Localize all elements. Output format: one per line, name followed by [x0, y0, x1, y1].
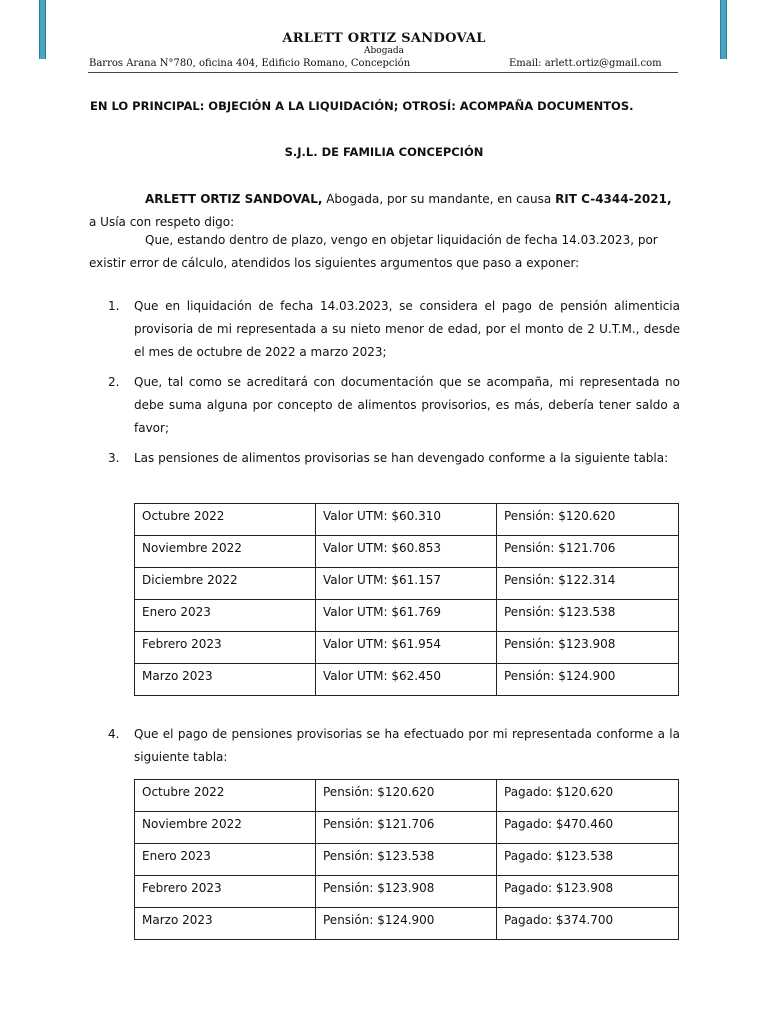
court-heading: S.J.L. DE FAMILIA CONCEPCIÓN	[284, 145, 484, 159]
objection-text: Que, estando dentro de plazo, vengo en objetar liquidación de fecha 14.03.2023, por existir error de cálculo, atendidos los siguientes argumentos que paso a exponer:	[89, 233, 658, 270]
letterhead-name: ARLETT ORTIZ SANDOVAL	[282, 31, 486, 46]
table-cell: Pensión: $122.314	[497, 568, 679, 600]
table-cell: Pagado: $120.620	[497, 780, 679, 812]
table-cell: Pensión: $120.620	[497, 504, 679, 536]
table-cell: Diciembre 2022	[135, 568, 316, 600]
table-cell: Octubre 2022	[135, 780, 316, 812]
table-row	[135, 876, 679, 908]
table-row	[135, 600, 679, 632]
table-cell: Pensión: $124.900	[316, 908, 497, 940]
table-row	[135, 632, 679, 664]
table-cell: Pensión: $124.900	[497, 664, 679, 696]
table-cell: Pensión: $123.908	[497, 632, 679, 664]
table-cell: Pensión: $123.908	[316, 876, 497, 908]
table-cell: Pensión: $123.538	[316, 844, 497, 876]
table-cell: Enero 2023	[135, 844, 316, 876]
table-cell: Febrero 2023	[135, 876, 316, 908]
table-row	[135, 664, 679, 696]
intro-paragraph	[89, 188, 679, 234]
table-row	[135, 536, 679, 568]
list-item-text: Que, tal como se acreditará con documentación que se acompaña, mi representada no debe suma alguna por concepto de alimentos provisorios, es más, debería tener saldo a favor;	[134, 375, 680, 435]
intro-end: a Usía con respeto digo:	[89, 215, 235, 229]
list-item-number: 3.	[108, 451, 120, 465]
table-cell: Valor UTM: $62.450	[316, 664, 497, 696]
document-title: EN LO PRINCIPAL: OBJECIÓN A LA LIQUIDACIÓN; OTROSÍ: ACOMPAÑA DOCUMENTOS.	[90, 99, 634, 113]
table-cell: Pagado: $470.460	[497, 812, 679, 844]
table-row	[135, 780, 679, 812]
table-cell: Febrero 2023	[135, 632, 316, 664]
table-cell: Pensión: $121.706	[497, 536, 679, 568]
table-cell: Marzo 2023	[135, 908, 316, 940]
table-row	[135, 908, 679, 940]
table-row	[135, 844, 679, 876]
table-cell: Valor UTM: $61.157	[316, 568, 497, 600]
accrued-pensions-table	[134, 503, 679, 696]
table-cell: Valor UTM: $60.310	[316, 504, 497, 536]
table-cell: Pensión: $120.620	[316, 780, 497, 812]
letterhead-divider	[88, 72, 678, 73]
table-row	[135, 568, 679, 600]
table-cell: Pensión: $123.538	[497, 600, 679, 632]
list-item-number: 2.	[108, 375, 120, 389]
table-cell: Pagado: $123.538	[497, 844, 679, 876]
table-cell: Pensión: $121.706	[316, 812, 497, 844]
intro-name: ARLETT ORTIZ SANDOVAL,	[145, 192, 323, 206]
list-item-text: Que en liquidación de fecha 14.03.2023, se considera el pago de pensión alimenticia provisoria de mi representada a su nieto menor de edad, por el monto de 2 U.T.M., desde el mes de octubre de 2022 a marzo 2023;	[134, 299, 680, 359]
table-cell: Noviembre 2022	[135, 812, 316, 844]
table-cell: Valor UTM: $61.769	[316, 600, 497, 632]
letterhead-address: Barros Arana N°780, oficina 404, Edificio Romano, Concepción	[89, 58, 411, 69]
letterhead-title: Abogada	[364, 46, 404, 56]
payments-table	[134, 779, 679, 940]
objection-paragraph	[89, 229, 679, 275]
list-item-number: 4.	[108, 727, 120, 741]
table-cell: Marzo 2023	[135, 664, 316, 696]
intro-rit: RIT C-4344-2021,	[555, 192, 672, 206]
table-cell: Valor UTM: $61.954	[316, 632, 497, 664]
list-item-text: Que el pago de pensiones provisorias se ha efectuado por mi representada conforme a la siguiente tabla:	[134, 727, 680, 764]
table-cell: Valor UTM: $60.853	[316, 536, 497, 568]
table-cell: Enero 2023	[135, 600, 316, 632]
table-row	[135, 504, 679, 536]
letterhead-email: Email: arlett.ortiz@gmail.com	[509, 58, 662, 69]
table-cell: Octubre 2022	[135, 504, 316, 536]
table-cell: Noviembre 2022	[135, 536, 316, 568]
table-cell: Pagado: $374.700	[497, 908, 679, 940]
table-cell: Pagado: $123.908	[497, 876, 679, 908]
list-item-number: 1.	[108, 299, 120, 313]
list-item-text: Las pensiones de alimentos provisorias se han devengado conforme a la siguiente tabla:	[134, 451, 669, 465]
intro-middle: Abogada, por su mandante, en causa	[322, 192, 556, 206]
table-row	[135, 812, 679, 844]
